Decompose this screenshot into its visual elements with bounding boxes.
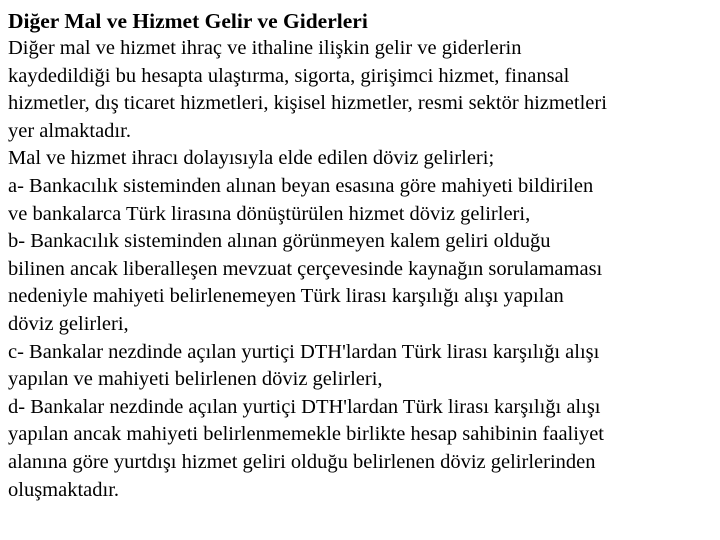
export-income-paragraph bbox=[8, 145, 714, 173]
text-line: yer almaktadır. bbox=[8, 119, 131, 142]
list-item-a bbox=[8, 173, 714, 228]
text-line: b- Bankacılık sisteminden alınan görünmeyen kalem geliri olduğu bbox=[8, 230, 551, 253]
document-title: Diğer Mal ve Hizmet Gelir ve Giderleri bbox=[8, 9, 368, 33]
text-line: yapılan ancak mahiyeti belirlenmemekle birlikte hesap sahibinin faaliyet bbox=[8, 423, 604, 446]
list-item-c bbox=[8, 339, 714, 394]
text-line: c- Bankalar nezdinde açılan yurtiçi DTH'lardan Türk lirası karşılığı alışı bbox=[8, 340, 600, 363]
text-line: kaydedildiği bu hesapta ulaştırma, sigorta, girişimci hizmet, finansal bbox=[8, 64, 570, 87]
list-item-b bbox=[8, 228, 714, 338]
text-line: döviz gelirleri, bbox=[8, 312, 129, 335]
intro-paragraph bbox=[8, 35, 714, 145]
list-item-d bbox=[8, 394, 714, 504]
text-line: oluşmaktadır. bbox=[8, 478, 120, 501]
text-line: yapılan ve mahiyeti belirlenen döviz gelirleri, bbox=[8, 368, 383, 391]
text-line: d- Bankalar nezdinde açılan yurtiçi DTH'lardan Türk lirası karşılığı alışı bbox=[8, 395, 601, 418]
text-line: Mal ve hizmet ihracı dolayısıyla elde edilen döviz gelirleri; bbox=[8, 147, 495, 170]
text-line: ve bankalarca Türk lirasına dönüştürülen hizmet döviz gelirleri, bbox=[8, 202, 531, 225]
text-line: bilinen ancak liberalleşen mevzuat çerçevesinde kaynağın sorulamaması bbox=[8, 257, 603, 280]
text-line: hizmetler, dış ticaret hizmetleri, kişisel hizmetler, resmi sektör hizmetleri bbox=[8, 92, 607, 115]
text-line: Diğer mal ve hizmet ihraç ve ithaline ilişkin gelir ve giderlerin bbox=[8, 37, 522, 59]
text-line: nedeniyle mahiyeti belirlenemeyen Türk lirası karşılığı alışı yapılan bbox=[8, 285, 564, 308]
document-page bbox=[8, 8, 714, 504]
text-line: a- Bankacılık sisteminden alınan beyan esasına göre mahiyeti bildirilen bbox=[8, 174, 594, 197]
text-line: alanına göre yurtdışı hizmet geliri olduğu belirlenen döviz gelirlerinden bbox=[8, 450, 596, 473]
